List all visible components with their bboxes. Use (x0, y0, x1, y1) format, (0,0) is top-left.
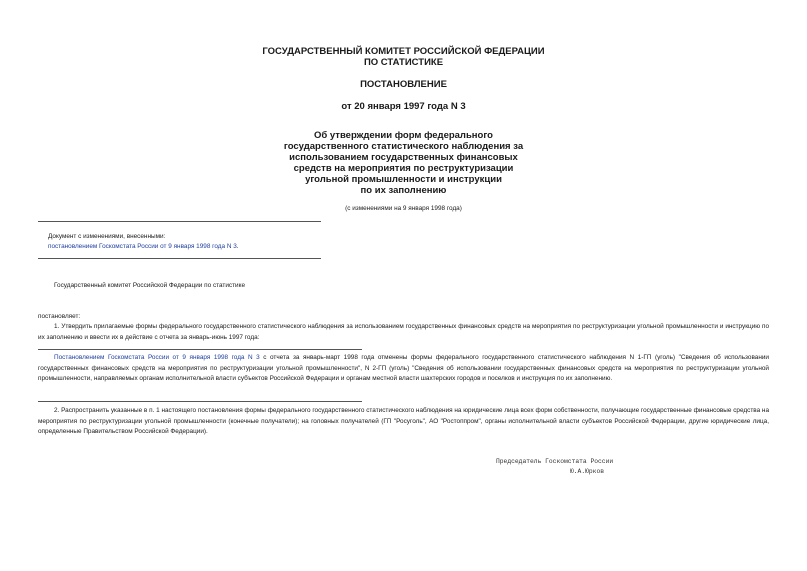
amendment-note: (с изменениями на 9 января 1998 года) (345, 205, 462, 212)
signature-position: Председатель Госкомстата России (496, 458, 614, 465)
committee-name-line2: ПО СТАТИСТИКЕ (363, 57, 444, 68)
amendment-link[interactable]: постановлением Госкомстата России от 9 января 1998 года N 3 (48, 243, 237, 250)
title-line: средств на мероприятия по реструктуризации (293, 163, 514, 174)
title-line: использованием государственных финансовых (289, 152, 518, 163)
title-line: Об утверждении форм федерального (314, 130, 493, 141)
item-1: 1. Утвердить прилагаемые формы федерального государственного статистического наблюдения за использованием государственных финансовых средств на мероприятия по реструктуризации угольной промышленности и инструкцию по их заполнению и ввести их в действие с отчета за январь-июнь 1997 года: (38, 323, 769, 341)
committee-name-line1: ГОСУДАРСТВЕННЫЙ КОМИТЕТ РОССИЙСКОЙ ФЕДЕРАЦИИ (262, 46, 545, 57)
note-text: с отчета за январь-март 1998 года отменены формы федерального государственного статистического наблюдения N 1-ГП (уголь) "Сведения об использовании государственных финансовых средств на мероприятия по реструктуризации угольной промышленности", N 2-ГП (уголь) "Сведения об использовании государственных финансовых средств на мероприятия по реструктуризации угольной промышленности, направляемых органам исполнительной власти субъектов Российской Федерации и органам местной власти шахтерских городов и поселков и инструкция по их заполнению. (38, 354, 769, 382)
document-date: от 20 января 1997 года N 3 (341, 101, 466, 112)
changes-reference (48, 242, 239, 253)
resolves-text: постановляет: (38, 313, 81, 320)
title-line: государственного статистического наблюдения за (283, 141, 524, 152)
editorial-note (38, 353, 769, 385)
divider (38, 349, 362, 350)
changes-label: Документ с изменениями, внесенными: (48, 233, 166, 240)
title-line: по их заполнению (360, 185, 447, 196)
issuer-text: Государственный комитет Российской Федерации по статистике (54, 282, 246, 289)
note-amendment-link[interactable]: Постановлением Госкомстата России от 9 января 1998 года N 3 (54, 354, 260, 361)
item-2: 2. Распространить указанные в п. 1 настоящего постановления формы федерального государственного статистического наблюдения на юридические лица всех форм собственности, получающие государственные финансовые средства на мероприятия по реструктуризации угольной промышленности (конечные получатели); на головных получателей (ГП "Росуголь", АО "Ростоппром", органы исполнительной власти субъектов Российской Федерации, другие юридические лица, определенные Правительством Российской Федерации). (38, 407, 769, 435)
divider (38, 221, 321, 222)
document-type: ПОСТАНОВЛЕНИЕ (360, 79, 447, 90)
signature-name: Ю.А.Юрков (570, 468, 605, 475)
divider (38, 258, 321, 259)
document-title (0, 130, 807, 196)
title-line: угольной промышленности и инструкции (305, 174, 502, 185)
amendment-link-suffix: . (236, 243, 239, 250)
divider (38, 401, 362, 402)
